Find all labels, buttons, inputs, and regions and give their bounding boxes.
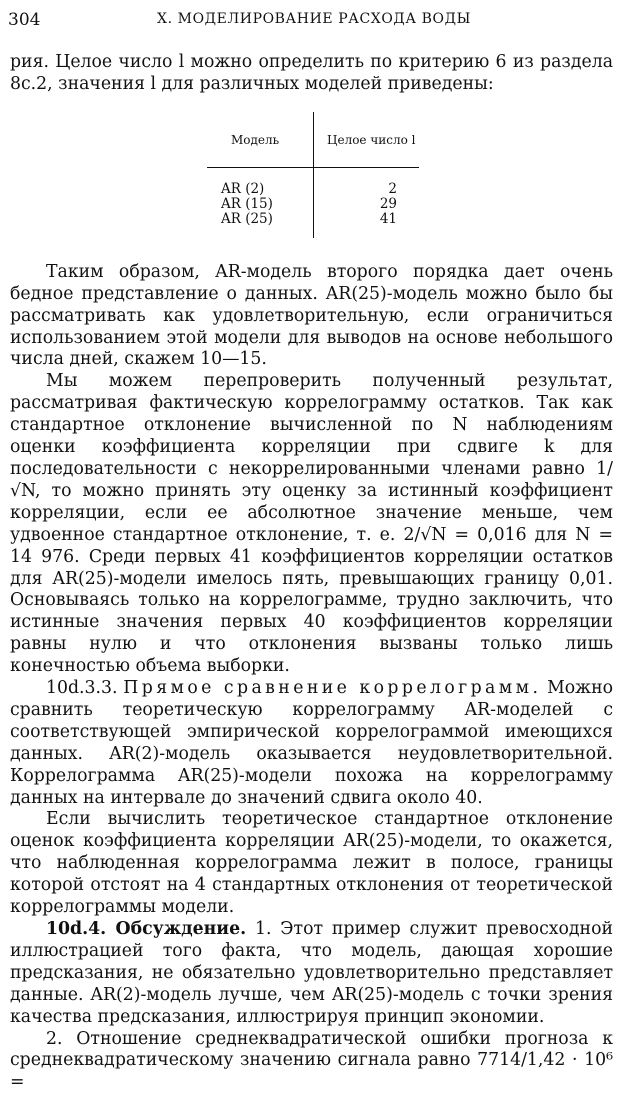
paragraph: Таким образом, AR-модель второго порядка дает очень бедное представление о данных. AR(25)-модель можно было бы рассматривать как удовлетворительную, если ограничиться использованием этой модели для выводов на основе небольшого числа дней, скажем 10—15. (10, 261, 613, 370)
paragraph: Мы можем перепроверить полученный результат, рассматривая фактическую коррелограмму остатков. Так как стандартное отклонение вычисленной по N наблюдениям оценки коэффициента корреляции при сдвиге k для последовательности с некоррелированными членами равно 1/√N, то можно принять эту оценку за истинный коэффициент корреляции, если ее абсолютное значение меньше, чем удвоенное стандартное отклонение, т. е. 2/√N = 0,016 для N = 14 976. Среди первых 41 коэффициентов корреляции остатков для AR(25)-модели имелось пять, превышающих границу 0,01. Основываясь только на коррелограмме, трудно заключить, что истинные значения первых 40 коэффициентов корреляции равны нулю и что отклонения вызваны только лишь конечностью объема выборки. (10, 371, 613, 677)
model-table (207, 112, 419, 238)
section-paragraph (10, 919, 613, 1029)
table-header-rule (207, 167, 419, 168)
table-header-model: Модель (231, 132, 280, 147)
paragraph: 2. Отношение среднеквадратической ошибки прогноза к среднеквадратическому значению сигнала равно 7714/1,42 · 10⁶ = (10, 1028, 613, 1093)
table-cell-model: AR (2) (221, 180, 265, 197)
table-cell-model: AR (25) (221, 210, 273, 227)
table-cell-value: 29 (379, 195, 397, 212)
table-cell-model: AR (15) (221, 195, 273, 212)
page-number: 304 (8, 10, 41, 30)
table-header-value: Целое число l (327, 132, 416, 147)
table-cell-value: 2 (388, 180, 397, 197)
running-title: X. МОДЕЛИРОВАНИЕ РАСХОДА ВОДЫ (157, 11, 471, 27)
paragraph: Если вычислить теоретическое стандартное отклонение оценок коэффициента корреляции AR(25)-модели, то окажется, что наблюденная коррелограмма лежит в полосе, границы которой отстоят на 4 стандартных отклонения от теоретической коррелограммы модели. (10, 809, 613, 918)
section-title: Прямое сравнение коррелограмм. (123, 678, 542, 699)
section-heading: 10d.4. Обсуждение. (46, 919, 247, 939)
table-cell-value: 41 (379, 210, 397, 227)
section-paragraph (10, 678, 613, 809)
section-text: 1. Этот пример служит превосходной иллюстрацией того факта, что модель, дающая хорошие предсказания, не обязательно удовлетворительно представляет данные. AR(2)-модель лучше, чем AR(25)-модель с точки зрения качества предсказания, иллюстрируя принцип экономии. (10, 919, 613, 1027)
section-text: Можно сравнить теоретическую коррелограмму AR-моделей с соответствующей эмпирической коррелограммой имеющихся данных. AR(2)-модель оказывается неудовлетворительной. Коррелограмма AR(25)-модели похожа на коррелограмму данных на интервале до значений сдвига около 40. (10, 678, 613, 808)
body-text (10, 52, 613, 1094)
running-header (8, 6, 620, 30)
paragraph-continuation: рия. Целое число l можно определить по критерию 6 из раздела 8с.2, значения l для различных моделей приведены: (10, 52, 613, 94)
section-number: 10d.3.3. (46, 678, 118, 699)
